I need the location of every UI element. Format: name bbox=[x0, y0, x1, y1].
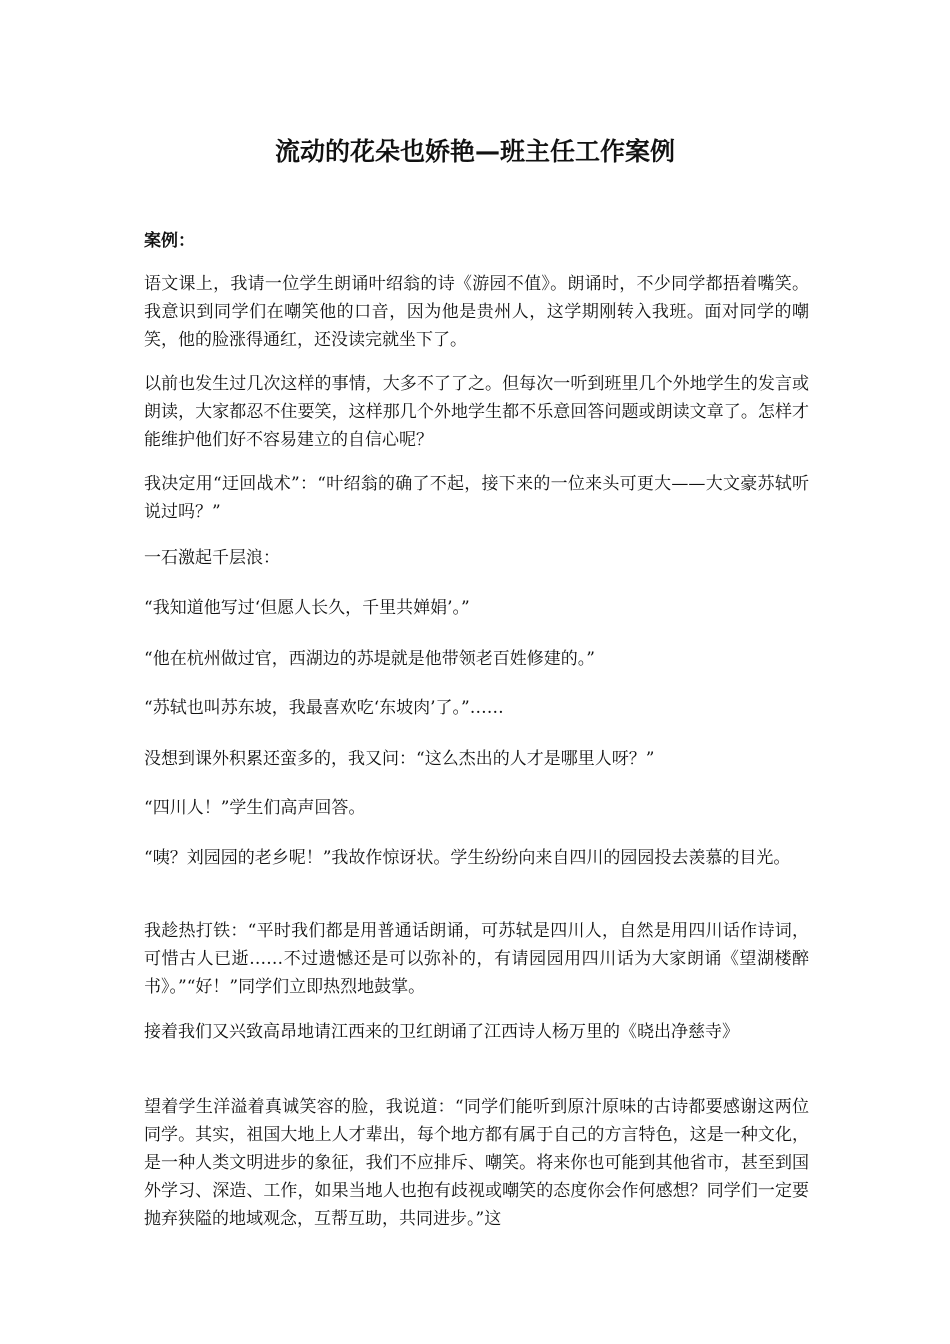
section-label: 案例： bbox=[144, 231, 195, 251]
document-title: 流动的花朵也娇艳—班主任工作案例 bbox=[274, 137, 675, 166]
paragraph: “他在杭州做过官，西湖边的苏堤就是他带领老百姓修建的。” bbox=[144, 649, 595, 669]
paragraph: 望着学生洋溢着真诚笑容的脸，我说道：“同学们能听到原汁原味的古诗都要感谢这两位同学。其实，祖国大地上人才辈出，每个地方都有属于自己的方言特色，这是一种文化，是一种人类文明进步的象征，我们不应排斥、嘲笑。将来你也可能到其他省市，甚至到国外学习、深造、工作，如果当地人也抱有歧视或嘲笑的态度你会作何感想？同学们一定要抛弃狭隘的地域观念，互帮互助，共同进步。”这 bbox=[144, 1097, 809, 1229]
paragraph: 语文课上，我请一位学生朗诵叶绍翁的诗《游园不值》。朗诵时，不少同学都捂着嘴笑。我意识到同学们在嘲笑他的口音，因为他是贵州人，这学期刚转入我班。面对同学的嘲笑，他的脸涨得通红，还没读完就坐下了。 bbox=[144, 274, 809, 350]
paragraph: 没想到课外积累还蛮多的，我又问：“这么杰出的人才是哪里人呀？” bbox=[144, 749, 655, 769]
paragraph: “苏轼也叫苏东坡，我最喜欢吃‘东坡肉’了。”…… bbox=[144, 698, 504, 718]
paragraph: “四川人！”学生们高声回答。 bbox=[144, 798, 366, 818]
paragraph: 我决定用“迂回战术”：“叶绍翁的确了不起，接下来的一位来头可更大——大文豪苏轼听说过吗？” bbox=[144, 474, 809, 522]
paragraph: 以前也发生过几次这样的事情，大多不了了之。但每次一听到班里几个外地学生的发言或朗读，大家都忍不住要笑，这样那几个外地学生都不乐意回答问题或朗读文章了。怎样才能维护他们好不容易建立的自信心呢？ bbox=[144, 374, 809, 450]
paragraph: 接着我们又兴致高昂地请江西来的卫红朗诵了江西诗人杨万里的《晓出净慈寺》 bbox=[144, 1022, 739, 1042]
paragraph: “咦？刘园园的老乡呢！”我故作惊讶状。学生纷纷向来自四川的园园投去羡慕的目光。 bbox=[144, 848, 791, 868]
paragraph: 一石激起千层浪： bbox=[144, 548, 280, 568]
paragraph: “我知道他写过‘但愿人长久，千里共婵娟’。” bbox=[144, 598, 470, 618]
paragraph: 我趁热打铁：“平时我们都是用普通话朗诵，可苏轼是四川人，自然是用四川话作诗词，可惜古人已逝……不过遗憾还是可以弥补的，有请园园用四川话为大家朗诵《望湖楼醉书》。”“好！”同学们立即热烈地鼓掌。 bbox=[144, 921, 809, 997]
